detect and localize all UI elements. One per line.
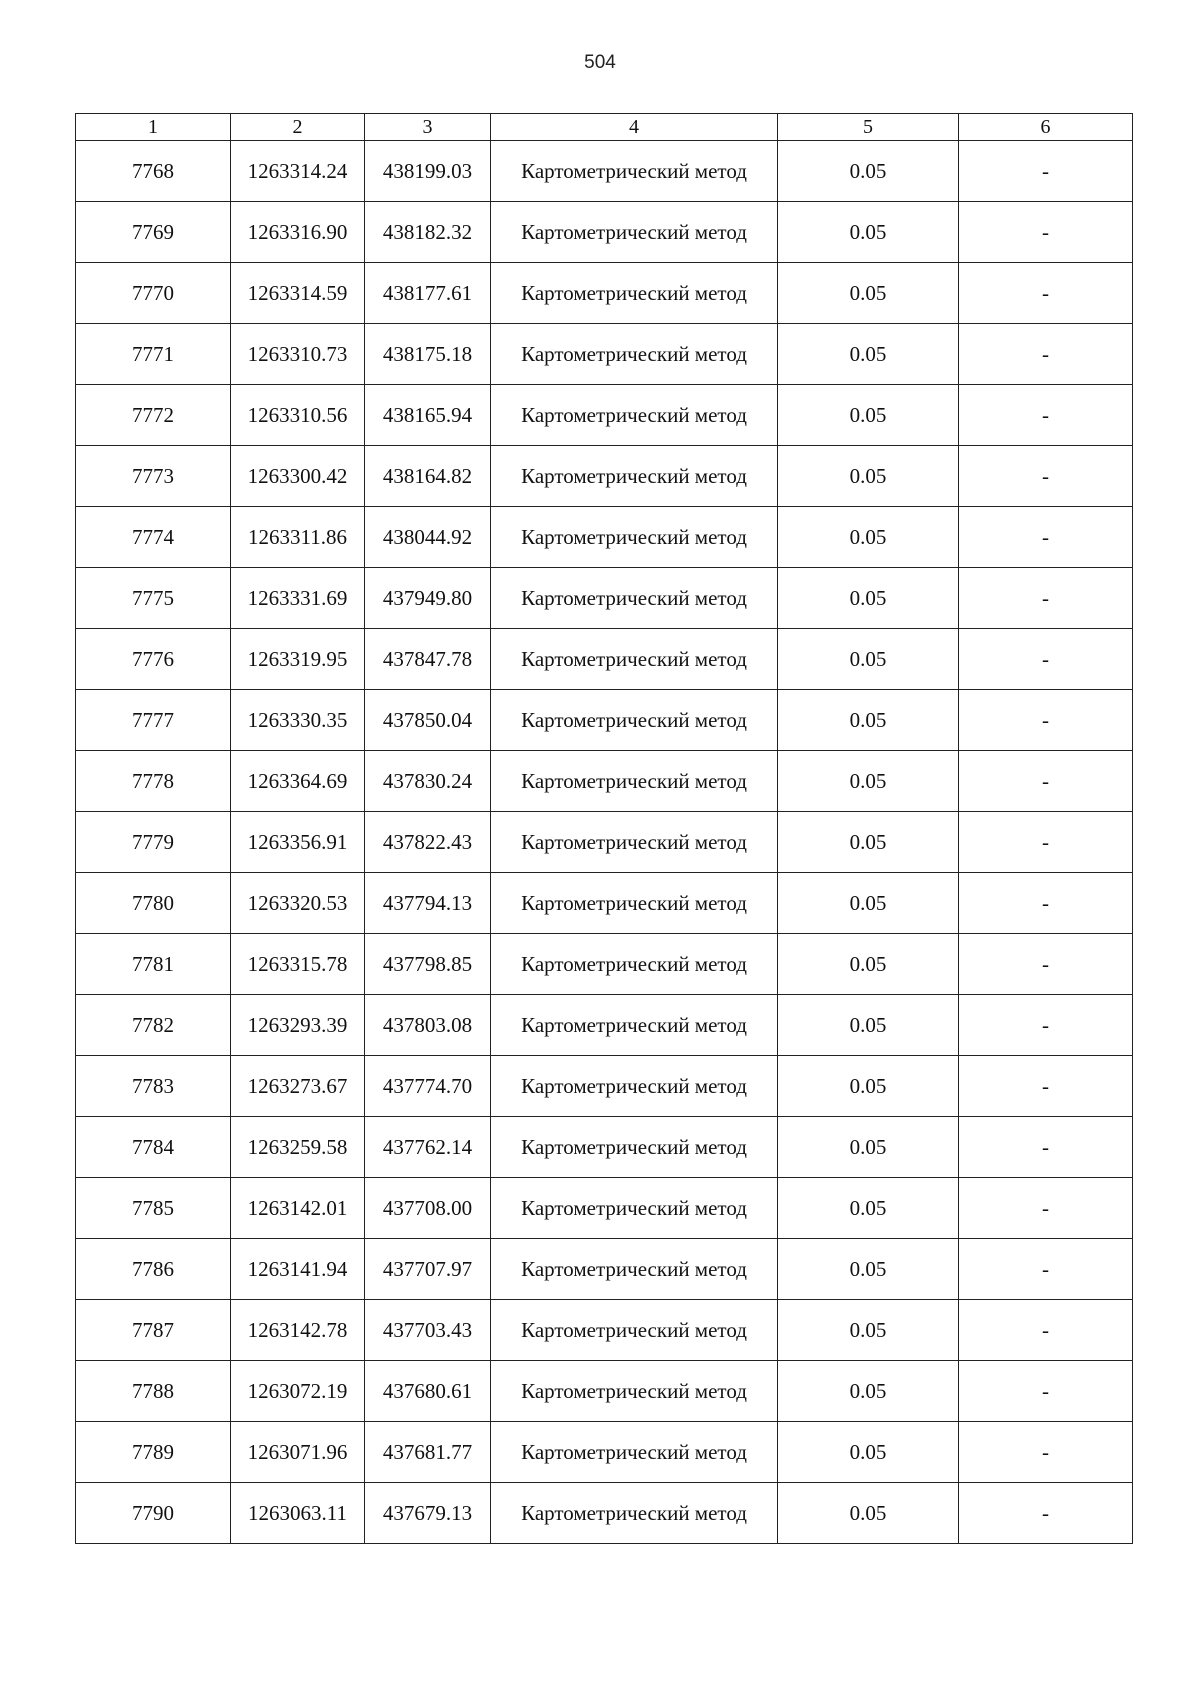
method-cell: Картометрический метод	[491, 1300, 778, 1361]
point-number-cell: 7779	[76, 812, 231, 873]
x-coordinate-cell: 1263314.24	[231, 141, 365, 202]
y-coordinate-cell: 437949.80	[365, 568, 491, 629]
note-cell: -	[959, 1056, 1133, 1117]
method-cell: Картометрический метод	[491, 263, 778, 324]
table-header	[76, 114, 1133, 141]
table-row	[76, 568, 1133, 629]
header-cell-5: 5	[778, 114, 959, 141]
point-number-cell: 7769	[76, 202, 231, 263]
accuracy-cell: 0.05	[778, 507, 959, 568]
y-coordinate-cell: 437762.14	[365, 1117, 491, 1178]
method-cell: Картометрический метод	[491, 690, 778, 751]
point-number-cell: 7775	[76, 568, 231, 629]
table-row	[76, 1300, 1133, 1361]
note-cell: -	[959, 446, 1133, 507]
table-row	[76, 873, 1133, 934]
table-row	[76, 1178, 1133, 1239]
accuracy-cell: 0.05	[778, 934, 959, 995]
method-cell: Картометрический метод	[491, 1422, 778, 1483]
table-row	[76, 385, 1133, 446]
accuracy-cell: 0.05	[778, 202, 959, 263]
x-coordinate-cell: 1263316.90	[231, 202, 365, 263]
table-row	[76, 1483, 1133, 1544]
table-row	[76, 1361, 1133, 1422]
table-row	[76, 1422, 1133, 1483]
accuracy-cell: 0.05	[778, 873, 959, 934]
point-number-cell: 7780	[76, 873, 231, 934]
x-coordinate-cell: 1263319.95	[231, 629, 365, 690]
note-cell: -	[959, 202, 1133, 263]
y-coordinate-cell: 438199.03	[365, 141, 491, 202]
point-number-cell: 7777	[76, 690, 231, 751]
point-number-cell: 7776	[76, 629, 231, 690]
x-coordinate-cell: 1263314.59	[231, 263, 365, 324]
point-number-cell: 7789	[76, 1422, 231, 1483]
note-cell: -	[959, 568, 1133, 629]
accuracy-cell: 0.05	[778, 1361, 959, 1422]
point-number-cell: 7773	[76, 446, 231, 507]
table-row	[76, 141, 1133, 202]
y-coordinate-cell: 437774.70	[365, 1056, 491, 1117]
x-coordinate-cell: 1263310.56	[231, 385, 365, 446]
accuracy-cell: 0.05	[778, 1056, 959, 1117]
point-number-cell: 7784	[76, 1117, 231, 1178]
table-row	[76, 324, 1133, 385]
y-coordinate-cell: 437830.24	[365, 751, 491, 812]
x-coordinate-cell: 1263310.73	[231, 324, 365, 385]
note-cell: -	[959, 934, 1133, 995]
note-cell: -	[959, 690, 1133, 751]
point-number-cell: 7783	[76, 1056, 231, 1117]
accuracy-cell: 0.05	[778, 568, 959, 629]
accuracy-cell: 0.05	[778, 385, 959, 446]
y-coordinate-cell: 437847.78	[365, 629, 491, 690]
point-number-cell: 7787	[76, 1300, 231, 1361]
y-coordinate-cell: 437850.04	[365, 690, 491, 751]
x-coordinate-cell: 1263142.78	[231, 1300, 365, 1361]
accuracy-cell: 0.05	[778, 141, 959, 202]
method-cell: Картометрический метод	[491, 812, 778, 873]
point-number-cell: 7771	[76, 324, 231, 385]
accuracy-cell: 0.05	[778, 995, 959, 1056]
note-cell: -	[959, 263, 1133, 324]
accuracy-cell: 0.05	[778, 324, 959, 385]
method-cell: Картометрический метод	[491, 385, 778, 446]
method-cell: Картометрический метод	[491, 568, 778, 629]
note-cell: -	[959, 873, 1133, 934]
method-cell: Картометрический метод	[491, 934, 778, 995]
point-number-cell: 7774	[76, 507, 231, 568]
y-coordinate-cell: 437822.43	[365, 812, 491, 873]
method-cell: Картометрический метод	[491, 751, 778, 812]
table-body	[76, 141, 1133, 1544]
y-coordinate-cell: 437708.00	[365, 1178, 491, 1239]
accuracy-cell: 0.05	[778, 690, 959, 751]
accuracy-cell: 0.05	[778, 263, 959, 324]
method-cell: Картометрический метод	[491, 507, 778, 568]
x-coordinate-cell: 1263293.39	[231, 995, 365, 1056]
method-cell: Картометрический метод	[491, 446, 778, 507]
table-row	[76, 1117, 1133, 1178]
note-cell: -	[959, 995, 1133, 1056]
method-cell: Картометрический метод	[491, 1117, 778, 1178]
y-coordinate-cell: 437703.43	[365, 1300, 491, 1361]
note-cell: -	[959, 1483, 1133, 1544]
accuracy-cell: 0.05	[778, 1239, 959, 1300]
page-number: 504	[584, 52, 616, 73]
table-row	[76, 690, 1133, 751]
note-cell: -	[959, 324, 1133, 385]
method-cell: Картометрический метод	[491, 1239, 778, 1300]
accuracy-cell: 0.05	[778, 446, 959, 507]
x-coordinate-cell: 1263300.42	[231, 446, 365, 507]
y-coordinate-cell: 438164.82	[365, 446, 491, 507]
y-coordinate-cell: 438165.94	[365, 385, 491, 446]
y-coordinate-cell: 438175.18	[365, 324, 491, 385]
header-row	[76, 114, 1133, 141]
method-cell: Картометрический метод	[491, 629, 778, 690]
note-cell: -	[959, 629, 1133, 690]
method-cell: Картометрический метод	[491, 873, 778, 934]
x-coordinate-cell: 1263331.69	[231, 568, 365, 629]
point-number-cell: 7790	[76, 1483, 231, 1544]
point-number-cell: 7772	[76, 385, 231, 446]
method-cell: Картометрический метод	[491, 1483, 778, 1544]
note-cell: -	[959, 507, 1133, 568]
point-number-cell: 7781	[76, 934, 231, 995]
table-row	[76, 263, 1133, 324]
x-coordinate-cell: 1263311.86	[231, 507, 365, 568]
accuracy-cell: 0.05	[778, 1300, 959, 1361]
point-number-cell: 7786	[76, 1239, 231, 1300]
x-coordinate-cell: 1263273.67	[231, 1056, 365, 1117]
note-cell: -	[959, 1239, 1133, 1300]
header-cell-3: 3	[365, 114, 491, 141]
note-cell: -	[959, 812, 1133, 873]
x-coordinate-cell: 1263320.53	[231, 873, 365, 934]
accuracy-cell: 0.05	[778, 1117, 959, 1178]
header-cell-2: 2	[231, 114, 365, 141]
point-number-cell: 7782	[76, 995, 231, 1056]
y-coordinate-cell: 437679.13	[365, 1483, 491, 1544]
point-number-cell: 7785	[76, 1178, 231, 1239]
y-coordinate-cell: 437680.61	[365, 1361, 491, 1422]
header-cell-1: 1	[76, 114, 231, 141]
table-row	[76, 1239, 1133, 1300]
header-cell-6: 6	[959, 114, 1133, 141]
x-coordinate-cell: 1263071.96	[231, 1422, 365, 1483]
table-row	[76, 629, 1133, 690]
point-number-cell: 7768	[76, 141, 231, 202]
accuracy-cell: 0.05	[778, 1178, 959, 1239]
table-row	[76, 934, 1133, 995]
table-row	[76, 202, 1133, 263]
y-coordinate-cell: 437681.77	[365, 1422, 491, 1483]
table-row	[76, 751, 1133, 812]
x-coordinate-cell: 1263142.01	[231, 1178, 365, 1239]
accuracy-cell: 0.05	[778, 629, 959, 690]
y-coordinate-cell: 438182.32	[365, 202, 491, 263]
note-cell: -	[959, 1178, 1133, 1239]
point-number-cell: 7788	[76, 1361, 231, 1422]
note-cell: -	[959, 1117, 1133, 1178]
point-number-cell: 7770	[76, 263, 231, 324]
accuracy-cell: 0.05	[778, 1483, 959, 1544]
coordinates-table	[75, 113, 1133, 1544]
x-coordinate-cell: 1263259.58	[231, 1117, 365, 1178]
method-cell: Картометрический метод	[491, 1178, 778, 1239]
note-cell: -	[959, 1300, 1133, 1361]
x-coordinate-cell: 1263072.19	[231, 1361, 365, 1422]
x-coordinate-cell: 1263141.94	[231, 1239, 365, 1300]
x-coordinate-cell: 1263364.69	[231, 751, 365, 812]
table-row	[76, 1056, 1133, 1117]
note-cell: -	[959, 1422, 1133, 1483]
method-cell: Картометрический метод	[491, 1361, 778, 1422]
x-coordinate-cell: 1263356.91	[231, 812, 365, 873]
note-cell: -	[959, 751, 1133, 812]
note-cell: -	[959, 141, 1133, 202]
accuracy-cell: 0.05	[778, 751, 959, 812]
header-cell-4: 4	[491, 114, 778, 141]
table-row	[76, 507, 1133, 568]
y-coordinate-cell: 438177.61	[365, 263, 491, 324]
y-coordinate-cell: 437707.97	[365, 1239, 491, 1300]
y-coordinate-cell: 437803.08	[365, 995, 491, 1056]
method-cell: Картометрический метод	[491, 324, 778, 385]
y-coordinate-cell: 437798.85	[365, 934, 491, 995]
x-coordinate-cell: 1263063.11	[231, 1483, 365, 1544]
method-cell: Картометрический метод	[491, 1056, 778, 1117]
table-row	[76, 995, 1133, 1056]
table-row	[76, 812, 1133, 873]
y-coordinate-cell: 438044.92	[365, 507, 491, 568]
method-cell: Картометрический метод	[491, 202, 778, 263]
x-coordinate-cell: 1263330.35	[231, 690, 365, 751]
note-cell: -	[959, 1361, 1133, 1422]
x-coordinate-cell: 1263315.78	[231, 934, 365, 995]
method-cell: Картометрический метод	[491, 141, 778, 202]
y-coordinate-cell: 437794.13	[365, 873, 491, 934]
point-number-cell: 7778	[76, 751, 231, 812]
method-cell: Картометрический метод	[491, 995, 778, 1056]
accuracy-cell: 0.05	[778, 1422, 959, 1483]
accuracy-cell: 0.05	[778, 812, 959, 873]
note-cell: -	[959, 385, 1133, 446]
table-row	[76, 446, 1133, 507]
